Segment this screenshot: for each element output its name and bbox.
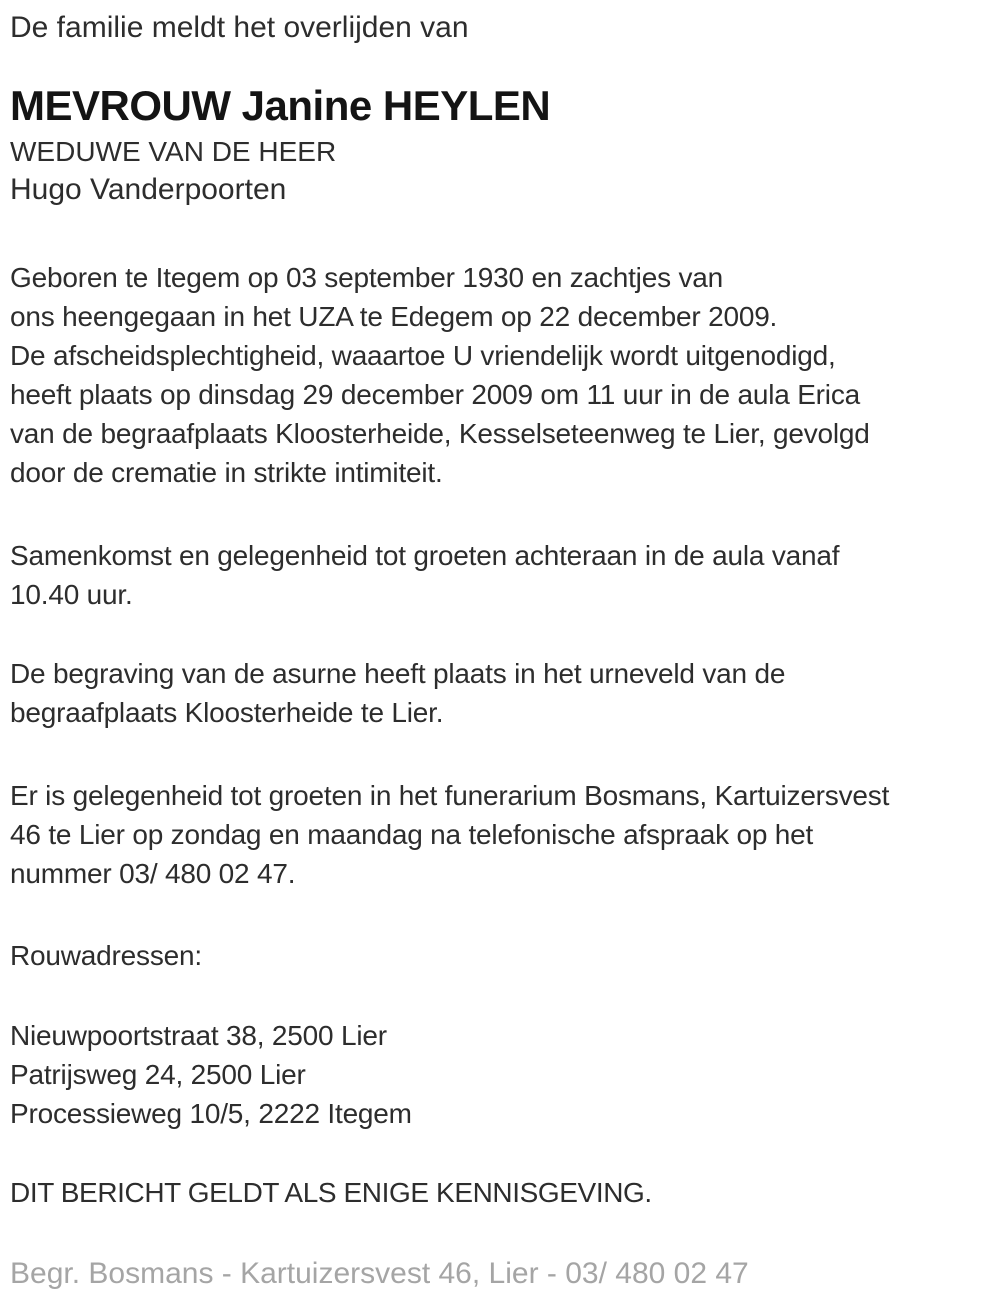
paragraph-visiting bbox=[10, 776, 990, 893]
text-line: heeft plaats op dinsdag 29 december 2009 om 11 uur in de aula Erica bbox=[10, 379, 860, 410]
mourning-addresses-list bbox=[10, 1016, 990, 1133]
text-line: 46 te Lier op zondag en maandag na telefonische afspraak op het bbox=[10, 819, 814, 850]
mourning-addresses-label bbox=[10, 936, 990, 975]
paragraph-ceremony bbox=[10, 258, 990, 492]
text-line: Er is gelegenheid tot groeten in het funerarium Bosmans, Kartuizersvest bbox=[10, 780, 890, 811]
text-line: Rouwadressen: bbox=[10, 940, 202, 971]
intro-line: De familie meldt het overlijden van bbox=[10, 11, 469, 44]
text-line: Samenkomst en gelegenheid tot groeten achteraan in de aula vanaf bbox=[10, 540, 840, 571]
funeral-home-footer: Begr. Bosmans - Kartuizersvest 46, Lier - 03/ 480 02 47 bbox=[10, 1257, 749, 1290]
text-line: 10.40 uur. bbox=[10, 579, 133, 610]
address-line: Processieweg 10/5, 2222 Itegem bbox=[10, 1098, 412, 1129]
text-line: door de crematie in strikte intimiteit. bbox=[10, 457, 443, 488]
text-line: ons heengegaan in het UZA te Edegem op 22 december 2009. bbox=[10, 301, 778, 332]
notice-only-statement bbox=[10, 1173, 990, 1212]
text-line: De afscheidsplechtigheid, waaartoe U vriendelijk wordt uitgenodigd, bbox=[10, 340, 836, 371]
text-line: Geboren te Itegem op 03 september 1930 en zachtjes van bbox=[10, 262, 724, 293]
paragraph-burial bbox=[10, 654, 990, 732]
text-line: De begraving van de asurne heeft plaats in het urneveld van de bbox=[10, 658, 786, 689]
text-line: DIT BERICHT GELDT ALS ENIGE KENNISGEVING. bbox=[10, 1177, 652, 1208]
address-line: Nieuwpoortstraat 38, 2500 Lier bbox=[10, 1020, 387, 1051]
deceased-name-heading: MEVROUW Janine HEYLEN bbox=[10, 82, 551, 129]
text-line: van de begraafplaats Kloosterheide, Kesselseteenweg te Lier, gevolgd bbox=[10, 418, 870, 449]
address-line: Patrijsweg 24, 2500 Lier bbox=[10, 1059, 306, 1090]
deceased-relation: WEDUWE VAN DE HEER bbox=[10, 136, 337, 167]
text-line: nummer 03/ 480 02 47. bbox=[10, 858, 296, 889]
text-line: begraafplaats Kloosterheide te Lier. bbox=[10, 697, 444, 728]
paragraph-gathering bbox=[10, 536, 990, 614]
spouse-name: Hugo Vanderpoorten bbox=[10, 173, 287, 206]
